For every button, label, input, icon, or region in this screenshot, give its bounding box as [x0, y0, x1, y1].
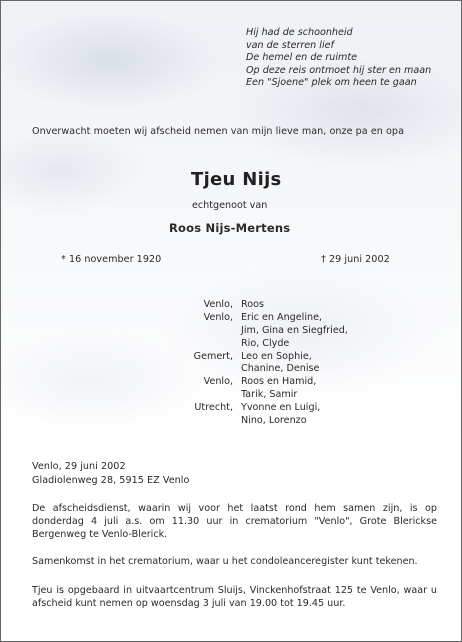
family-row — [131, 363, 348, 376]
family-place — [131, 325, 241, 338]
family-place — [131, 389, 241, 402]
family-names: Yvonne en Luigi, — [241, 402, 321, 414]
family-names: Rio, Clyde — [241, 337, 290, 349]
family-names: Eric en Angeline, — [241, 311, 323, 323]
family-row — [131, 325, 348, 338]
spouse-label: echtgenoot van — [192, 200, 268, 211]
family-names: Leo en Sophie, — [241, 350, 312, 362]
death-date: † 29 juni 2002 — [321, 254, 390, 265]
family-row — [131, 299, 348, 312]
poem-line: van de sterren lief — [246, 39, 334, 51]
deceased-name: Tjeu Nijs — [191, 169, 282, 190]
date-place: Venlo, 29 juni 2002 — [32, 461, 126, 472]
family-names: Roos en Hamid, — [241, 376, 317, 388]
birth-date: * 16 november 1920 — [61, 254, 162, 265]
family-row — [131, 389, 348, 402]
family-place: Venlo, — [203, 311, 233, 323]
family-place — [131, 338, 241, 351]
family-names: Tarik, Samir — [241, 389, 298, 401]
poem-line: Hij had de schoonheid — [246, 27, 353, 38]
family-names: Roos — [241, 299, 264, 310]
service-paragraph: De afscheidsdienst, waarin wij voor het laatst rond hem samen zijn, is op donderdag 4 juli a.s. om 11.30 uur in crematorium "Venlo", Grote Blerickse Bergenweg te Venlo-Blerick. — [32, 503, 437, 540]
spouse-name: Roos Nijs-Mertens — [169, 221, 291, 235]
intro-text: Onverwacht moeten wij afscheid nemen van mijn lieve man, onze pa en opa — [32, 126, 404, 137]
viewing-paragraph: Tjeu is opgebaard in uitvaartcentrum Sluijs, Vinckenhofstraat 125 te Venlo, waar u afscheid kunt nemen op woensdag 3 juli van 19.00 tot 19.45 uur. — [32, 585, 437, 609]
family-place: Gemert, — [193, 350, 233, 362]
family-list — [131, 299, 348, 428]
family-place: Venlo, — [203, 299, 233, 310]
family-place — [131, 415, 241, 428]
family-names: Jim, Gina en Siegfried, — [241, 324, 348, 336]
family-row — [131, 402, 348, 415]
family-row — [131, 376, 348, 389]
family-place: Utrecht, — [194, 402, 233, 414]
family-row — [131, 415, 348, 428]
family-place — [131, 363, 241, 376]
home-address: Gladiolenweg 28, 5915 EZ Venlo — [32, 475, 190, 486]
poem-line: Een "Sjoene" plek om heen te gaan — [246, 77, 417, 89]
poem-line: Op deze reis ontmoet hij ster en maan — [246, 64, 432, 76]
gathering-paragraph: Samenkomst in het crematorium, waar u het condoleanceregister kunt tekenen. — [32, 556, 418, 567]
family-names: Chanine, Denise — [241, 363, 320, 375]
family-row — [131, 351, 348, 364]
family-row — [131, 338, 348, 351]
poem-line: De hemel en de ruimte — [246, 52, 358, 64]
family-place: Venlo, — [203, 376, 233, 388]
family-names: Nino, Lorenzo — [241, 415, 307, 427]
family-row — [131, 312, 348, 325]
poem — [246, 27, 431, 90]
